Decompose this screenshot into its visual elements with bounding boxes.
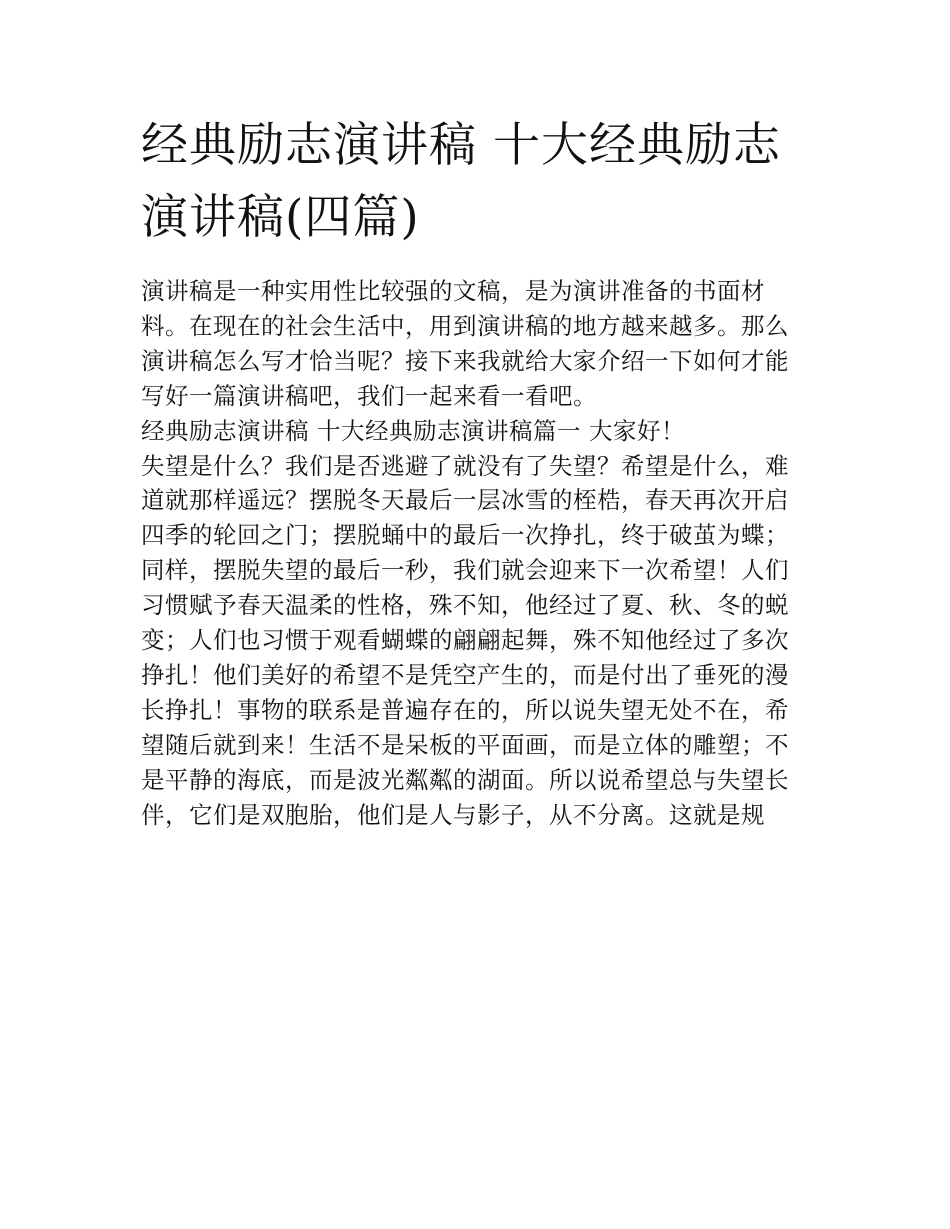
body-paragraph: 失望是什么？我们是否逃避了就没有了失望？希望是什么，难道就那样遥远？摆脱冬天最后一层冰雪的桎梏，春天再次开启四季的轮回之门；摆脱蛹中的最后一次挣扎，终于破茧为蝶；同样，摆脱失望的最后一秒，我们就会迎来下一次希望！人们习惯赋予春天温柔的性格，殊不知，他经过了夏、秋、冬的蜕变；人们也习惯于观看蝴蝶的翩翩起舞，殊不知他经过了多次挣扎！他们美好的希望不是凭空产生的，而是付出了垂死的漫长挣扎！事物的联系是普遍存在的，所以说失望无处不在，希望随后就到来！生活不是呆板的平面画，而是立体的雕塑；不是平静的海底，而是波光粼粼的湖面。所以说希望总与失望长伴，它们是双胞胎，他们是人与影子，从不分离。这就是规 bbox=[141, 451, 789, 829]
document-body bbox=[141, 274, 810, 833]
intro-paragraph: 演讲稿是一种实用性比较强的文稿，是为演讲准备的书面材料。在现在的社会生活中，用到演讲稿的地方越来越多。那么演讲稿怎么写才恰当呢？接下来我就给大家介绍一下如何才能写好一篇演讲稿吧，我们一起来看一看吧。 bbox=[141, 277, 789, 410]
section-heading-paragraph: 经典励志演讲稿 十大经典励志演讲稿篇一 大家好！ bbox=[141, 416, 685, 445]
document-title: 经典励志演讲稿 十大经典励志演讲稿(四篇) bbox=[141, 118, 781, 245]
